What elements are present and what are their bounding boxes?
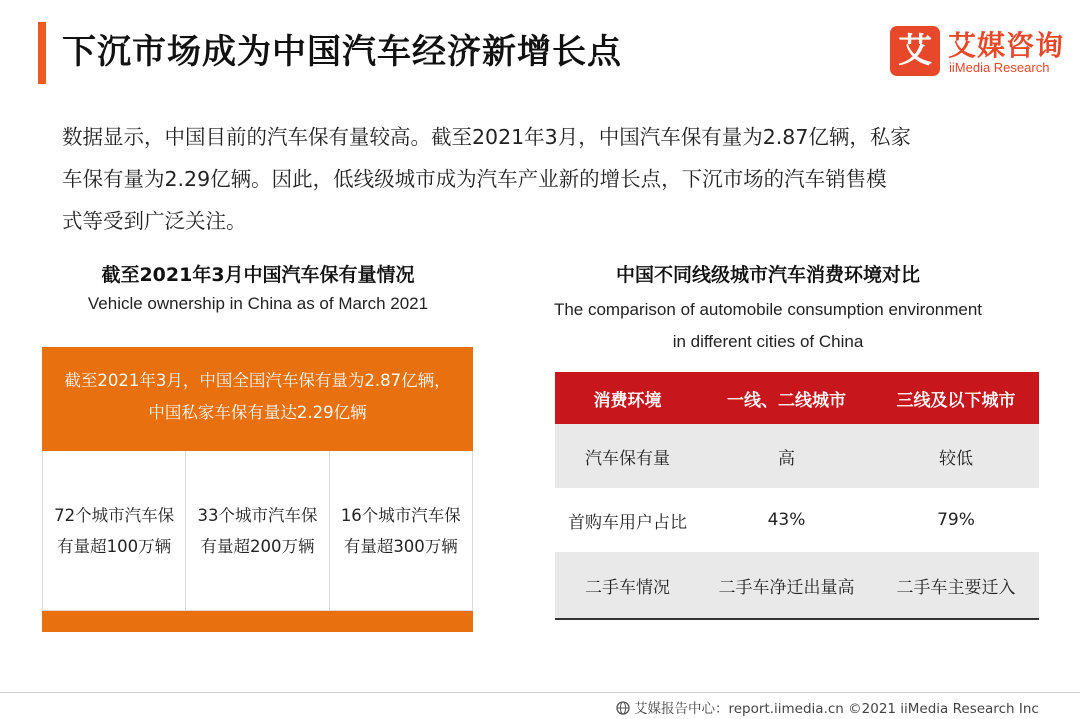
panel-footer-bar — [42, 611, 473, 632]
intro-line: 车保有量为2.29亿辆。因此，低线级城市成为汽车产业新的增长点，下沉市场的汽车销售模 — [62, 167, 887, 191]
logo-mark: 艾 — [890, 26, 940, 76]
ownership-summary-box — [42, 347, 473, 451]
cell-text: 16个城市汽车保 — [340, 505, 461, 525]
city-count-cells — [42, 451, 473, 611]
table-header-row — [555, 372, 1039, 424]
consumption-comparison-table — [555, 372, 1039, 620]
left-panel-title-en: Vehicle ownership in China as of March 2021 — [87, 294, 429, 313]
column-header: 消费环境 — [555, 372, 700, 424]
left-panel-title-cn: 截至2021年3月中国汽车保有量情况 — [101, 264, 415, 286]
city-count-cell — [43, 451, 186, 611]
globe-icon — [616, 701, 630, 715]
cell-text: 有量超200万辆 — [200, 536, 315, 556]
page-title: 下沉市场成为中国汽车经济新增长点 — [62, 32, 622, 72]
logo-name-cn: 艾媒咨询 — [948, 29, 1065, 62]
table-cell: 首购车用户占比 — [555, 488, 700, 552]
title-en-line: The comparison of automobile consumption environment — [553, 300, 983, 319]
cell-text: 有量超300万辆 — [343, 536, 458, 556]
table-cell: 79% — [873, 488, 1039, 552]
summary-line: 截至2021年3月，中国全国汽车保有量为2.87亿辆， — [64, 371, 451, 390]
table-row — [555, 424, 1039, 488]
table-cell: 较低 — [873, 424, 1039, 488]
page-footer — [616, 697, 1039, 717]
intro-paragraph — [62, 116, 1012, 242]
intro-line: 数据显示，中国目前的汽车保有量较高。截至2021年3月，中国汽车保有量为2.87亿辆，私家 — [62, 125, 911, 149]
cell-text: 72个城市汽车保 — [54, 505, 175, 525]
table-cell: 高 — [700, 424, 873, 488]
logo-name-en: iiMedia Research — [949, 60, 1050, 75]
intro-line: 式等受到广泛关注。 — [62, 209, 247, 233]
column-header: 三线及以下城市 — [873, 372, 1039, 424]
footer-text: 艾媒报告中心：report.iimedia.cn ©2021 iiMedia Research Inc — [634, 701, 1039, 717]
right-panel-title-en — [520, 294, 1016, 358]
city-count-cell — [186, 451, 329, 611]
footer-divider — [0, 692, 1080, 693]
city-count-cell — [330, 451, 473, 611]
table-cell: 二手车情况 — [555, 552, 700, 619]
table-cell: 二手车净迁出量高 — [700, 552, 873, 619]
title-en-line: in different cities of China — [672, 332, 864, 351]
cell-text: 33个城市汽车保 — [197, 505, 318, 525]
column-header: 一线、二线城市 — [700, 372, 873, 424]
table-cell: 43% — [700, 488, 873, 552]
summary-line: 中国私家车保有量达2.29亿辆 — [148, 403, 367, 422]
cell-text: 有量超100万辆 — [57, 536, 172, 556]
title-accent-bar — [38, 22, 46, 84]
table-row — [555, 552, 1039, 619]
right-panel-title-cn: 中国不同线级城市汽车消费环境对比 — [615, 264, 920, 286]
table-cell: 汽车保有量 — [555, 424, 700, 488]
brand-logo — [890, 22, 1070, 82]
table-row — [555, 488, 1039, 552]
table-cell: 二手车主要迁入 — [873, 552, 1039, 619]
